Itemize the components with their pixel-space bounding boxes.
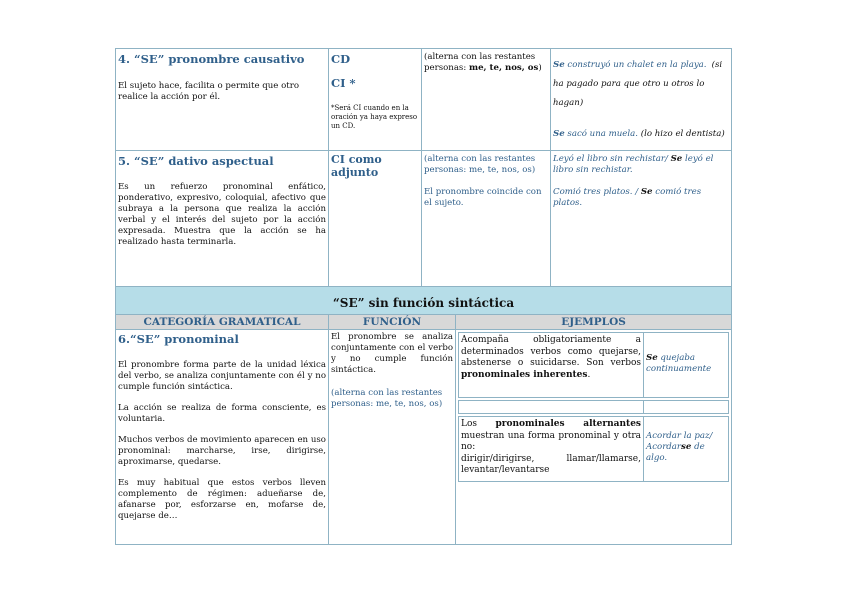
row4-function-cell <box>328 48 422 151</box>
row5-description: Es un refuerzo pronominal enfático, ponderativo, expresivo, coloquial, afectivo que subraya a la persona que realiza la acción verbal y el interés del sujeto por la acción expresada. Muestra que la acción se ha realizado hasta terminarla. <box>118 182 326 247</box>
inherent-example-cell <box>643 332 729 398</box>
row5-coincide-note: El pronombre coincide con el sujeto. <box>424 187 542 208</box>
banner-title: “SE” sin función sintáctica <box>332 296 515 310</box>
row6-func-text: El pronombre se analiza conjuntamente con el verbo y no cumple función sintáctica. <box>331 332 453 375</box>
row4-title: 4. “SE” pronombre causativo <box>118 52 305 66</box>
row5-func: CI como adjunto <box>331 153 382 179</box>
alternant-desc-cell <box>458 416 644 482</box>
row4-category-cell <box>115 48 329 151</box>
header-ejemplos: EJEMPLOS <box>455 314 732 330</box>
row4-func-note: *Será CI cuando en la oración ya haya expreso un CD. <box>331 104 418 130</box>
row5-category-cell <box>115 150 329 287</box>
row6-p1: El pronombre forma parte de la unidad léxica del verbo, se analiza conjuntamente con él y no cumple función sintáctica. <box>118 360 326 392</box>
row6-category-cell <box>115 329 329 545</box>
row5-example-2: Comió tres platos. / Se comió tres platos. <box>553 187 702 208</box>
row6-p4: Es muy habitual que estos verbos lleven complemento de régimen: adueñarse de, afanarse por, esforzarse en, mofarse de, quejarse de… <box>118 478 326 521</box>
row4-example-1: Se construyó un chalet en la playa. (si ha pagado para que otro u otros lo hagan) <box>553 60 723 108</box>
row6-title: 6.“SE” pronominal <box>118 332 239 346</box>
row5-function-cell <box>328 150 422 287</box>
alternant-list: dirigir/dirigirse, llamar/llamarse, levantar/levantarse <box>461 453 641 475</box>
row6-p2: La acción se realiza de forma consciente, es voluntaria. <box>118 403 326 424</box>
alternant-example: Acordar la paz/ Acordarse de algo. <box>646 431 713 463</box>
empty-cell-left <box>458 400 644 414</box>
inherent-example: Se quejaba continuamente <box>646 353 712 374</box>
inherent-desc-cell <box>458 332 644 398</box>
row5-title: 5. “SE” dativo aspectual <box>118 154 274 168</box>
row5-examples-cell <box>550 150 732 287</box>
row4-alternation-cell <box>421 48 551 151</box>
row5-alternation: (alterna con las restantes personas: me, te, nos, os) <box>424 154 536 175</box>
header-funcion: FUNCIÓN <box>328 314 456 330</box>
row4-example-2: Se sacó una muela. (lo hizo el dentista) <box>553 129 725 139</box>
row4-func-cd: CD <box>331 52 351 66</box>
empty-cell-right <box>643 400 729 414</box>
row6-func-alternation: (alterna con las restantes personas: me, te, nos, os) <box>331 388 443 409</box>
row4-description: El sujeto hace, facilita o permite que otro realice la acción por él. <box>118 81 300 102</box>
row5-alternation-cell <box>421 150 551 287</box>
row6-p3: Muchos verbos de movimiento aparecen en uso pronominal: marcharse, irse, dirigirse, aproximarse, quedarse. <box>118 435 326 467</box>
alternant-desc: Los pronominales alternantes muestran una forma pronominal y otra no: <box>461 419 641 452</box>
banner-row <box>115 286 732 315</box>
row5-example-1: Leyó el libro sin rechistar/ Se leyó el libro sin rechistar. <box>553 154 714 175</box>
header-categoria: CATEGORÍA GRAMATICAL <box>115 314 329 330</box>
row4-alternation: (alterna con las restantes personas: me, te, nos, os) <box>424 52 542 73</box>
row4-func-ci: CI * <box>331 76 356 90</box>
inherent-desc: Acompaña obligatoriamente a determinados verbos como quejarse, abstenerse o suicidarse. Son verbos pronominales inherentes. <box>461 335 641 380</box>
row4-examples-cell <box>550 48 732 151</box>
row6-function-cell <box>328 329 456 545</box>
alternant-example-cell <box>643 416 729 482</box>
